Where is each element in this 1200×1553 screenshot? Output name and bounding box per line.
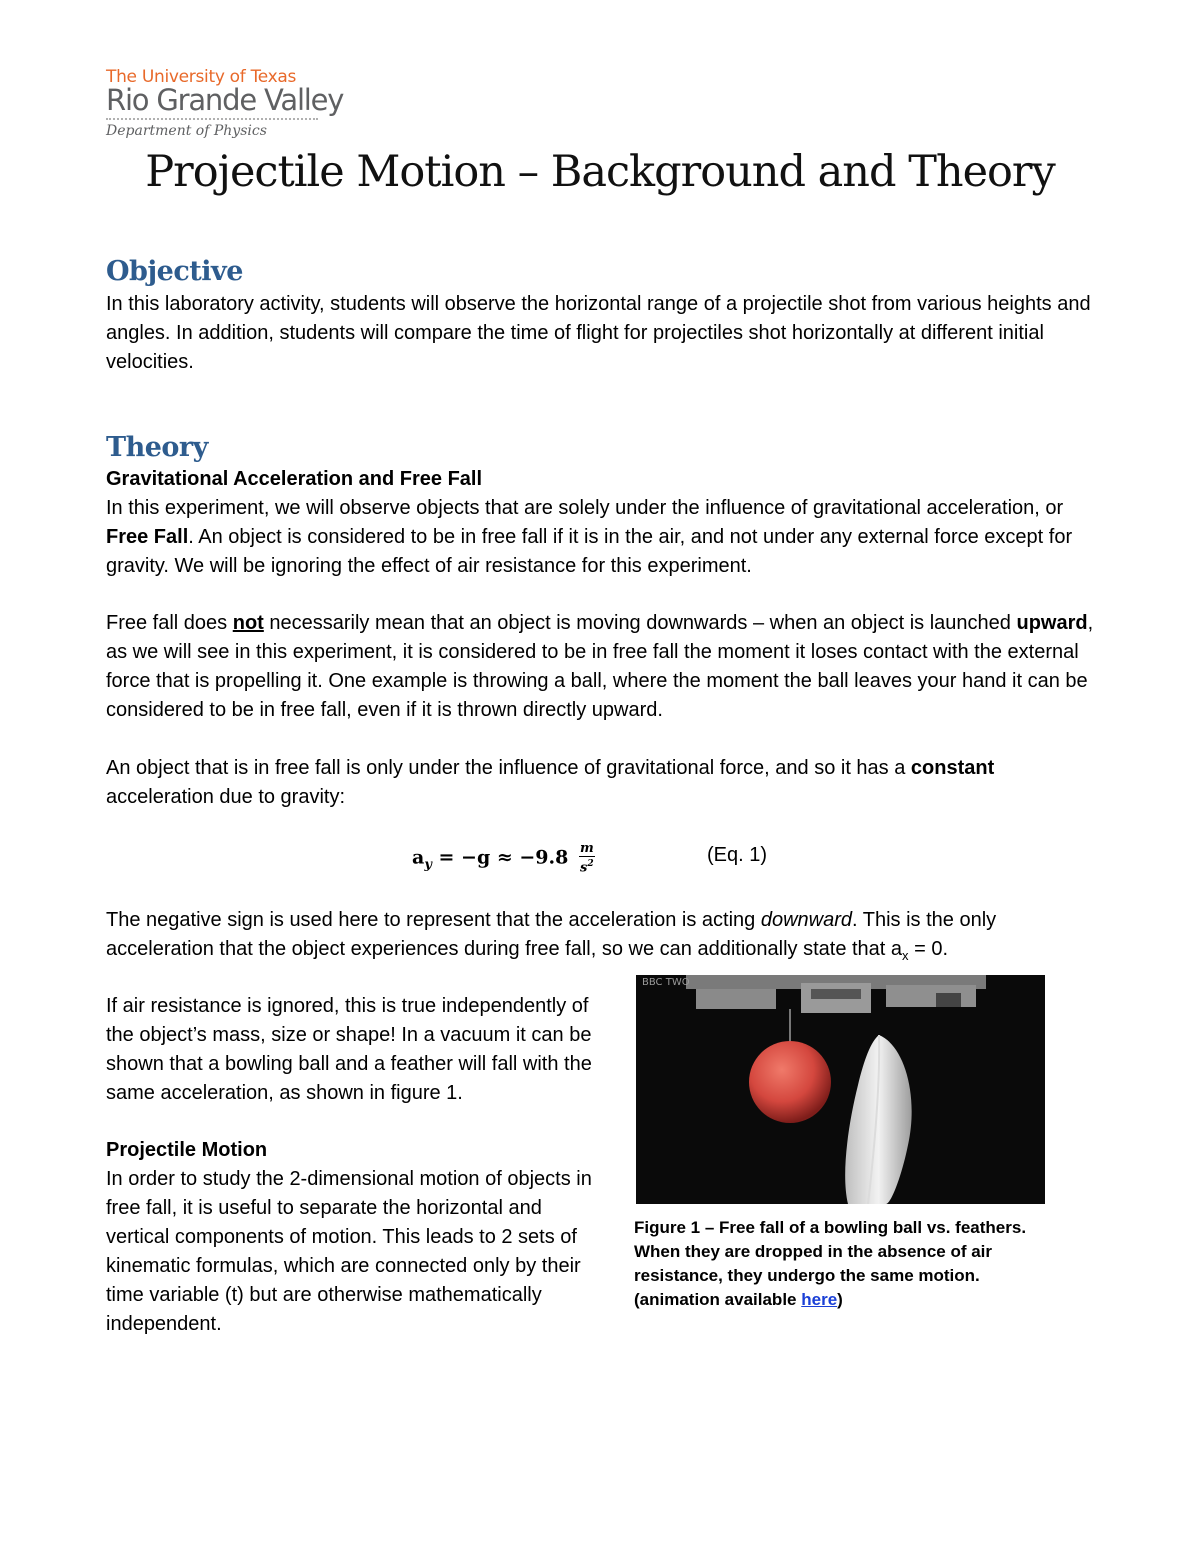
not-downwards-paragraph: Free fall does not necessarily mean that an object is moving downwards – when an object is launched upward, as we will see in this experiment, it is considered to be in free fall the moment it loses contact with the external force that is propelling it. One example is throwing a ball, where the moment the ball leaves your hand it can be considered to be in free fall, even if it is thrown directly upward. [106,612,1094,721]
subheading-free-fall: Gravitational Acceleration and Free Fall [106,468,483,490]
objective-paragraph: In this laboratory activity, students will observe the horizontal range of a projectile shot from various heights and angles. In addition, students will compare the time of flight for projectiles shot horizontally at different initial velocities. [106,293,1091,373]
equation-expression: $a_y = -g \approx -9.8$ $\frac{m}{s^2}$ [412,841,594,876]
theory-heading: Theory [106,432,208,463]
figure-1-image [636,975,1045,1204]
logo-line-campus: Rio Grande Valley [106,83,344,117]
ball-feather-illustration [636,975,1045,1204]
page-title: Projectile Motion – Background and Theory [145,147,1055,197]
negative-sign-paragraph: The negative sign is used here to represent that the acceleration is acting downward. This is the only acceleration that the object experiences during free fall, so we can additionally state that $a_x = 0$. [106,909,997,963]
objective-heading: Objective [106,256,243,287]
subheading-projectile-motion: Projectile Motion [106,1139,268,1161]
air-resistance-paragraph: If air resistance is ignored, this is true independently of the object’s mass, size or shape! In a vacuum it can be shown that a bowling ball and a feather will fall with the same acceleration, as shown in figure 1. [106,995,592,1104]
logo-line-university: The University of Texas [106,67,297,87]
university-logo [106,68,343,139]
logo-line-department: Department of Physics [106,123,267,139]
figure-1-caption: Figure 1 – Free fall of a bowling ball vs. feathers. When they are dropped in the absence of air resistance, they undergo the same motion. (animation available here) [634,1218,1027,1309]
animation-link[interactable]: here [801,1290,838,1309]
logo-divider [106,118,318,120]
free-fall-paragraph: In this experiment, we will observe objects that are solely under the influence of gravitational acceleration, or Free Fall. An object is considered to be in free fall if it is in the air, and not under any external force except for gravity. We will be ignoring the effect of air resistance for this experiment. [106,497,1073,577]
bbc-watermark: BBC TWO [642,977,690,988]
equation-label: (Eq. 1) [707,844,768,866]
projectile-paragraph: In order to study the 2-dimensional motion of objects in free fall, it is useful to separate the horizontal and vertical components of motion. This leads to 2 sets of kinematic formulas, which are connected only by their time variable (t) but are otherwise mathematically independent. [106,1168,592,1335]
constant-acceleration-paragraph: An object that is in free fall is only under the influence of gravitational force, and so it has a constant acceleration due to gravity: [106,757,995,808]
